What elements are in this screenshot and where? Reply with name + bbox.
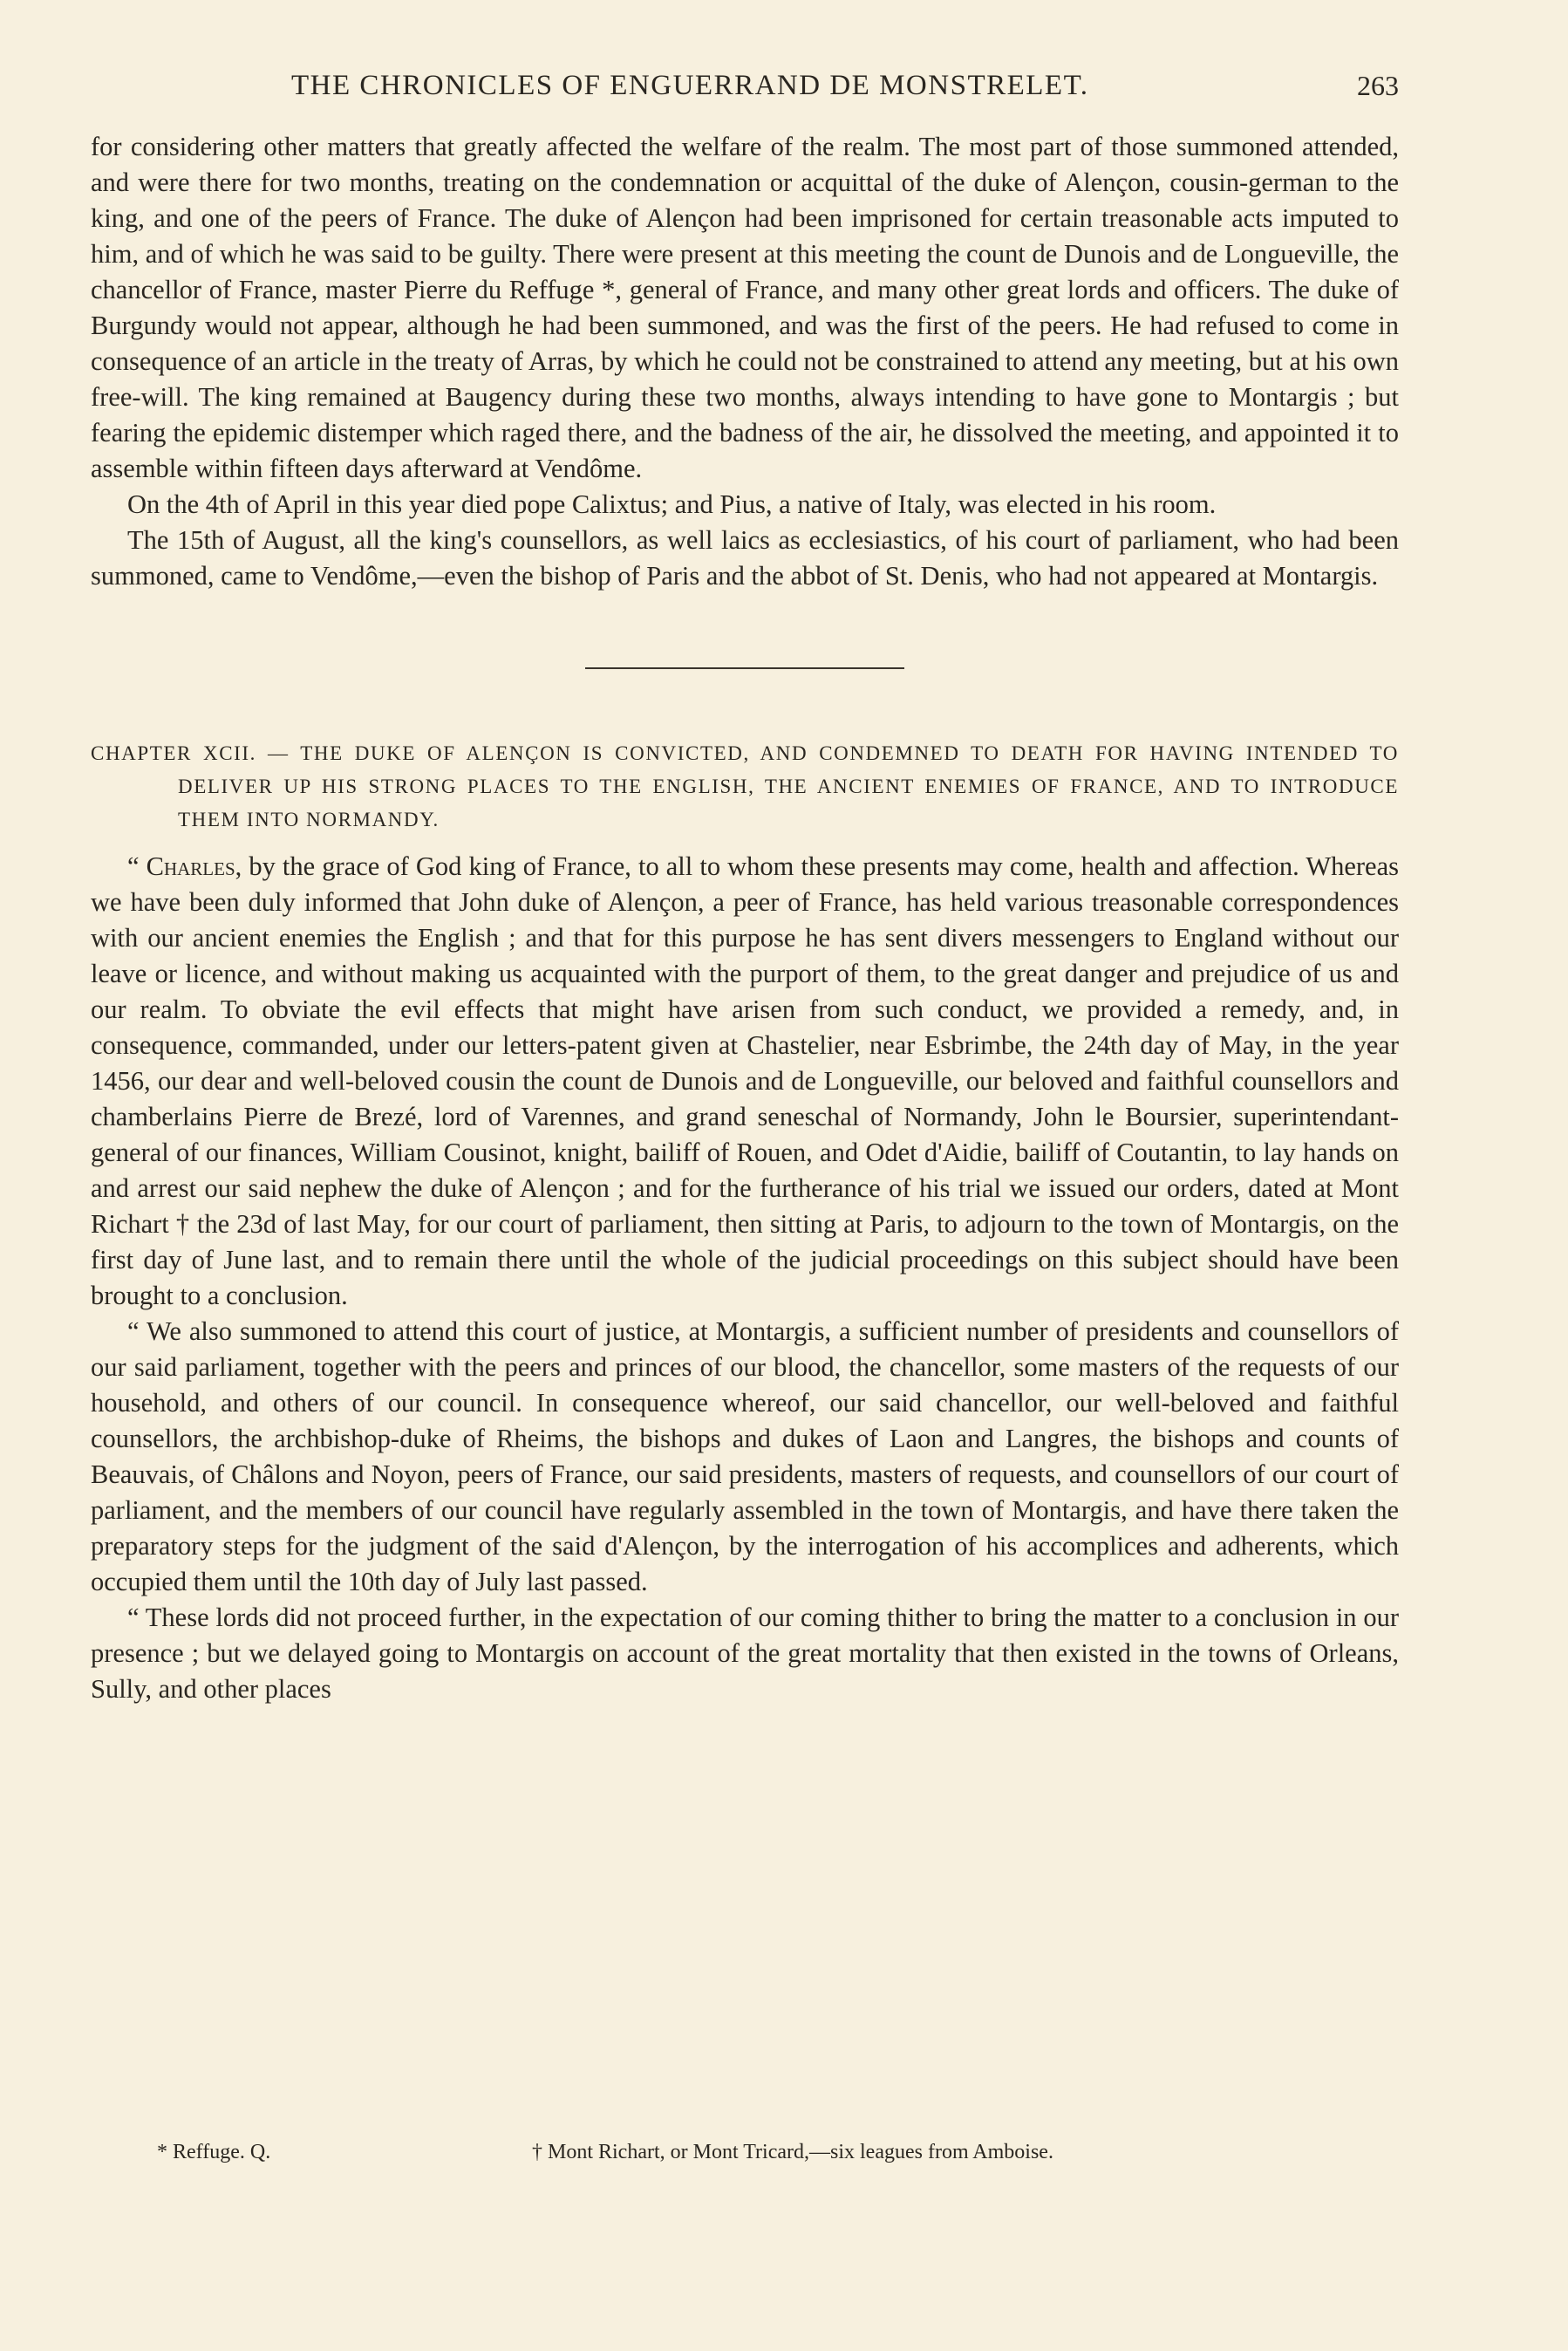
footnote-mont-richart: † Mont Richart, or Mont Tricard,—six leagues from Amboise.: [532, 2141, 1053, 2163]
letter-paragraph-1-text: by the grace of God king of France, to all to whom these presents may come, health and affection. Whereas we have been duly informed that John duke of Alençon, a peer of France, has held various treasonable correspondences with our ancient enemies the English ; and that for this purpose he has sent divers messengers to England without our leave or licence, and without making us acquainted with the purport of them, to the great danger and prejudice of us and our realm. To obviate the evil effects that might have arisen from such conduct, we provided a remedy, and, in consequence, commanded, under our letters-patent given at Chastelier, near Esbrimbe, the 24th day of May, in the year 1456, our dear and well-beloved cousin the count de Dunois and de Longueville, our beloved and faithful counsellors and chamberlains Pierre de Brezé, lord of Varennes, and grand seneschal of Normandy, John le Boursier, superintendant-general of our finances, William Cousinot, knight, bailiff of Rouen, and Odet d'Aidie, bailiff of Coutantin, to lay hands on and arrest our said nephew the duke of Alençon ; and for the furtherance of his trial we issued our orders, dated at Mont Richart † the 23d of last May, for our court of parliament, then sitting at Paris, to adjourn to the town of Montargis, on the first day of June last, and to remain there until the whole of the judicial proceedings on this subject should have been brought to a conclusion.: [91, 851, 1399, 1310]
paragraph-continued: for considering other matters that greatly affected the welfare of the realm. The most part of those summoned attended, and were there for two months, treating on the condemnation or acquittal of the duke of Alençon, cousin-german to the king, and one of the peers of France. The duke of Alençon had been imprisoned for certain treasonable acts imputed to him, and of which he was said to be guilty. There were present at this meeting the count de Dunois and de Longueville, the chancellor of France, master Pierre du Reffuge *, general of France, and many other great lords and officers. The duke of Burgundy would not appear, although he had been summoned, and was the first of the peers. He had refused to come in consequence of an article in the treaty of Arras, by which he could not be constrained to attend any meeting, but at his own free-will. The king remained at Baugency during these two months, always intending to have gone to Montargis ; but fearing the epidemic distemper which raged there, and the badness of the air, he dissolved the meeting, and appointed it to assemble within fifteen days afterward at Vendôme.: [91, 132, 1399, 483]
letter-paragraph-2: “ We also summoned to attend this court of justice, at Montargis, a sufficient number of presidents and counsellors of our said parliament, together with the peers and princes of our blood, the chancellor, some masters of the requests of our household, and others of our council. In consequence whereof, our said chancellor, our well-beloved and faithful counsellors, the archbishop-duke of Rheims, the bishops and dukes of Laon and Langres, the bishops and counts of Beauvais, of Châlons and Noyon, peers of France, our said presidents, masters of requests, and counsellors of our court of parliament, and the members of our council have regularly assembled in the town of Montargis, and have there taken the preparatory steps for the judgment of the said d'Alençon, by the interrogation of his accomplices and adherents, which occupied them until the 10th day of July last passed.: [91, 1316, 1399, 1596]
letter-paragraph-1: [91, 849, 1399, 1314]
running-title: THE CHRONICLES OF ENGUERRAND DE MONSTRELET.: [291, 70, 1089, 101]
page-body: [91, 129, 1399, 1707]
footnote-reffuge: * Reffuge. Q.: [157, 2141, 271, 2163]
chapter-heading: CHAPTER XCII. — THE DUKE OF ALENÇON IS CONVICTED, AND CONDEMNED TO DEATH FOR HAVING INTENDED TO DELIVER UP HIS STRONG PLACES TO THE ENGLISH, THE ANCIENT ENEMIES OF FRANCE, AND TO INTRODUCE THEM INTO NORMANDY.: [91, 742, 1399, 830]
letter-opening-word: “ Charles,: [127, 851, 242, 881]
section-divider: [585, 667, 904, 669]
letter-paragraph-3: “ These lords did not proceed further, in the expectation of our coming thither to bring the matter to a conclusion in our presence ; but we delayed going to Montargis on account of the great mortality that then existed in the towns of Orleans, Sully, and other places: [91, 1603, 1399, 1704]
paragraph-pope-calixtus: On the 4th of April in this year died pope Calixtus; and Pius, a native of Italy, was elected in his room.: [127, 489, 1217, 519]
page-header: [91, 70, 1399, 113]
paragraph-vendome: The 15th of August, all the king's counsellors, as well laics as ecclesiastics, of his court of parliament, who had been summoned, came to Vendôme,—even the bishop of Paris and the abbot of St. Denis, who had not appeared at Montargis.: [91, 525, 1399, 591]
page-number: 263: [1357, 70, 1399, 101]
